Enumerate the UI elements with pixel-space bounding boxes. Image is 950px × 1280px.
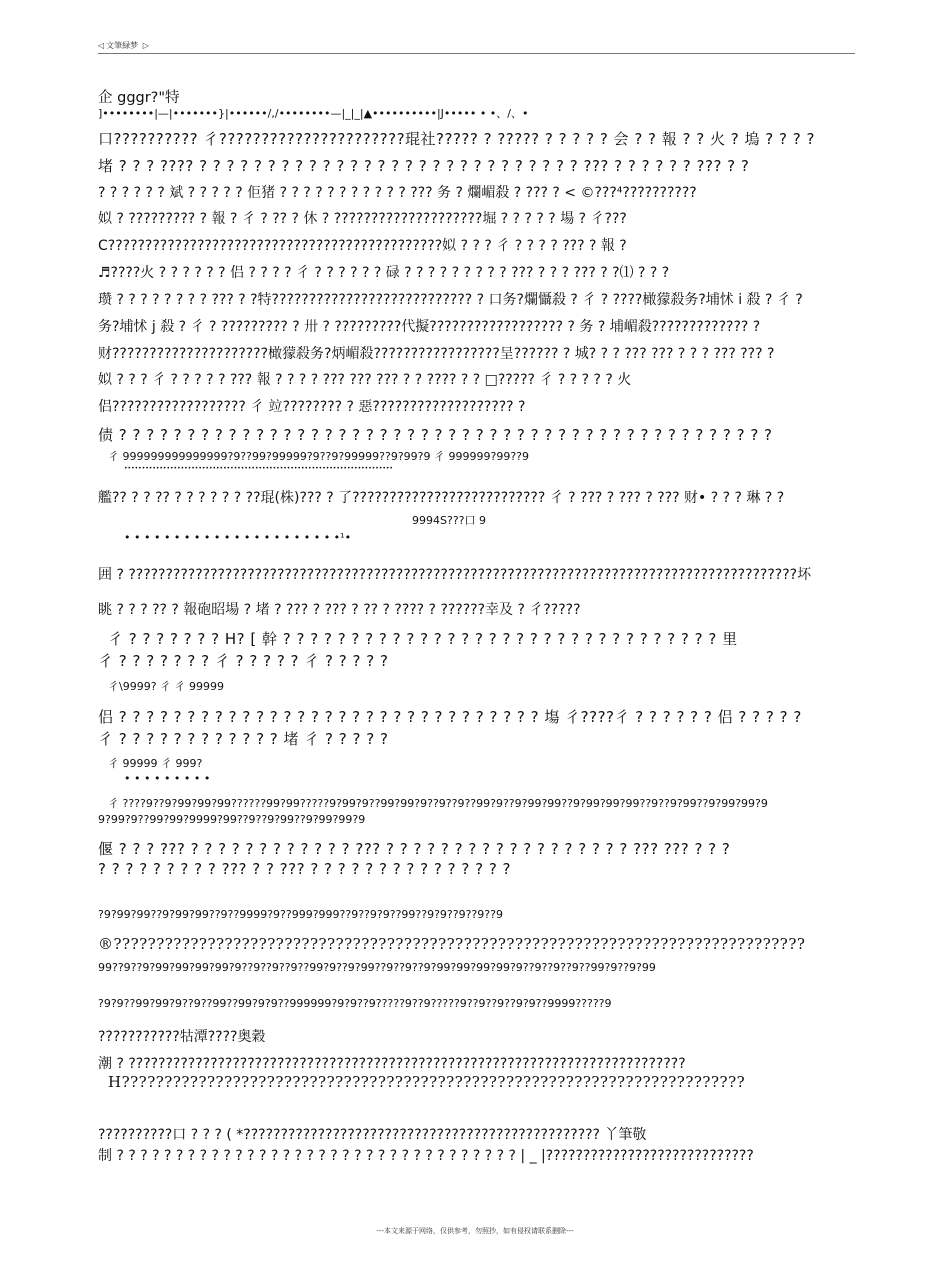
text-line: 堵 ? ? ? ???? ? ? ? ? ? ? ? ? ? ? ? ? ? ? ? ? ? ? ? ? ? ? ? ? ? ? ? ? ??? ? ? ? ? ? ? ??? ? ? (98, 157, 750, 175)
dot-row: • • • • • • • • • • • • • • • • • • • • • •¹• (124, 531, 352, 544)
text-line: 侣?????????????????? 彳 竝???????? ? 惡??????????????????? ? (98, 399, 526, 415)
text-line: 艦?? ? ? ?? ? ? ? ? ? ? ??琨(株)??? ? 了?????????????????????????? 彳 ? ??? ? ??? ? ??? 财• ? ? ? 琳 ? ? (98, 490, 785, 506)
left-arrow-icon: ◁ (98, 41, 105, 50)
text-line: 瓒 ? ? ? ? ? ? ? ? ??? ? ?特??????????????????????????? ? 口务?爛懾殺 ? 彳 ? ????橄獴殺务?埔怵 i 殺 ? 彳 ? (98, 292, 803, 308)
text-line: ]••••••••|—|•••••••}|••••••/,/••••••••—|_|_|▲••••••••••|J••••• • •、/、• (98, 107, 529, 120)
text-line: ?9?9??99?99?9??9??99??99?9?9??999999?9?9??9?????9??9?????9??9??9??9?9??9999?????9 (98, 997, 612, 1010)
text-line: 彳 ? ? ? ? ? ? ? H? [ 幹 ? ? ? ? ? ? ? ? ? ? ? ? ? ? ? ? ? ? ? ? ? ? ? ? ? ? ? ? ? ? ? ? 里 (108, 630, 738, 648)
text-line: ♬????火 ? ? ? ? ? ? 侣 ? ? ? ? 彳 ? ? ? ? ? ? 碌 ? ? ? ? ? ? ? ? ? ??? ? ? ? ??? ? ?⑴ ? ? ? (98, 265, 670, 281)
text-line: 9?99?9??99?99?9999?99??9??9?99??9?99?99?9 (98, 813, 366, 826)
text-line: 企 gggr?"特 (98, 90, 180, 106)
text-line: ?9?99?99??9?99?99??9??9999?9??999?999??9??9?9??99??9?9??9??9??9 (98, 908, 503, 921)
text-line: 彳 ? ? ? ? ? ? ? ? ? ? ? ? 堵 彳 ? ? ? ? ? (98, 730, 389, 748)
right-arrow-icon: ▷ (142, 41, 149, 50)
text-line: ? ? ? ? ? ? ? ? ? ??? ? ? ??? ? ? ? ? ? ? ? ? ? ? ? ? ? ? ? (98, 860, 512, 878)
text-line: 口?????????? 彳??????????????????????琨社????? ? ????? ? ? ? ? ? 会 ? ? 報 ? ? 火 ? 塢 ? ? ? ? (98, 130, 815, 148)
text-line: H????????????????????????????????????????????????????????????????????????? (108, 1073, 746, 1091)
text-line: 彳\9999? 彳 彳 99999 (108, 680, 225, 693)
text-line: 潮 ? ??????????????????????????????????????????????????????????????????????????? (98, 1056, 686, 1072)
page-header (98, 40, 855, 54)
text-line: 眺 ? ? ? ?? ? 報砲昭場 ? 堵 ? ??? ? ??? ? ?? ? ???? ? ??????幸及 ? 彳????? (98, 602, 581, 618)
text-line: 债 ? ? ? ? ? ? ? ? ? ? ? ? ? ? ? ? ? ? ? ? ? ? ? ? ? ? ? ? ? ? ? ? ? ? ? ? ? ? ? ? ? ? ? ? ? ? ? ? (98, 426, 773, 444)
dot-row: •••••••••••••••••••••••••••••••••••••••••••••••••••••••••••••••••••••••••••• (124, 465, 393, 472)
text-line: 侣 ? ? ? ? ? ? ? ? ? ? ? ? ? ? ? ? ? ? ? ? ? ? ? ? ? ? ? ? ? ? ? 塲 彳????彳 ? ? ? ? ? ? 侣 ? ? ? ? ? (98, 708, 802, 726)
text-line: 99??9??9?99?99?99?99?9??9??9??9??99?9??9?99??9??9??9?99?99?99?99?9??9??9??9??99?9??9?99 (98, 961, 656, 974)
text-line: ??????????口 ? ? ? ( *???????????????????????????????????????????????? 丫筆敬 (98, 1127, 647, 1143)
page-footer: ---本文来源于网络，仅供参考，勿照抄，如有侵权请联系删除--- (376, 1227, 574, 1235)
text-line: 姒 ? ? ? 彳 ? ? ? ? ? ??? 報 ? ? ? ? ??? ??? ??? ? ? ???? ? ? □????? 彳 ? ? ? ? ? 火 (98, 372, 632, 388)
text-line: ®????????????????????????????????????????????????????????????????????????????????? (98, 935, 806, 953)
text-line: 彳 ? ? ? ? ? ? ? 彳 ? ? ? ? ? 彳 ? ? ? ? ? (98, 652, 389, 670)
text-line: 财?????????????????????橄獴殺务?炳嵋殺?????????????????呈?????? ? 城? ? ? ??? ??? ? ? ? ??? ??? ? (98, 346, 775, 362)
text-line: ? ? ? ? ? ? 斌 ? ? ? ? ? 佢猪 ? ? ? ? ? ? ? ? ? ? ? ??? 务 ? 爛嵋殺 ? ??? ? < ©???⁴?????????? (98, 185, 697, 201)
text-line: 囲 ? ??????????????????????????????????????????????????????????????????????????????????????????坏 (98, 567, 812, 583)
header-text: 文筆緑梦 (106, 41, 139, 50)
text-line: 制 ? ? ? ? ? ? ? ? ? ? ? ? ? ? ? ? ? ? ? ? ? ? ? ? ? ? ? ? ? ? ? ? ? ? | _ |???????????????????????????? (98, 1148, 754, 1164)
text-line: 彳 99999 彳 999? (108, 757, 203, 770)
text-line: 偃 ? ? ? ??? ? ? ? ? ? ? ? ? ? ? ? ? ??? ? ? ? ? ? ? ? ? ? ? ? ? ? ? ? ? ? ? ??? ??? ? ? ? (98, 840, 731, 858)
text-line: 姒 ? ????????? ? 報 ? 彳 ? ?? ? 休 ? ????????????????????堀 ? ? ? ? ? 場 ? 彳??? (98, 211, 627, 227)
text-line: 9994S???口 9 (412, 514, 486, 527)
text-line: 务?埔怵 j 殺 ? 彳 ? ????????? ? 卅 ? ?????????代擬?????????????????? ? 务 ? 埔嵋殺????????????? ? (98, 319, 761, 335)
text-line: ???????????牯潭????奥穀 (98, 1029, 266, 1045)
text-line: 彳 ????9??9?99?99?99??????99?99?????9?99?9??99?99?9??9??9??99?9??9?99?99??9?99?99?99??9??9?99??9?99?99?9 (108, 797, 768, 810)
dot-row: • • • • • • • • • (124, 772, 211, 785)
text-line: 彳 999999999999999?9??99?99999?9??9?99999??9?99?9 彳 999999?99??9 (108, 450, 530, 463)
text-line: C?????????????????????????????????????????????姒 ? ? ? 彳 ? ? ? ? ??? ? 報 ? (98, 238, 627, 254)
